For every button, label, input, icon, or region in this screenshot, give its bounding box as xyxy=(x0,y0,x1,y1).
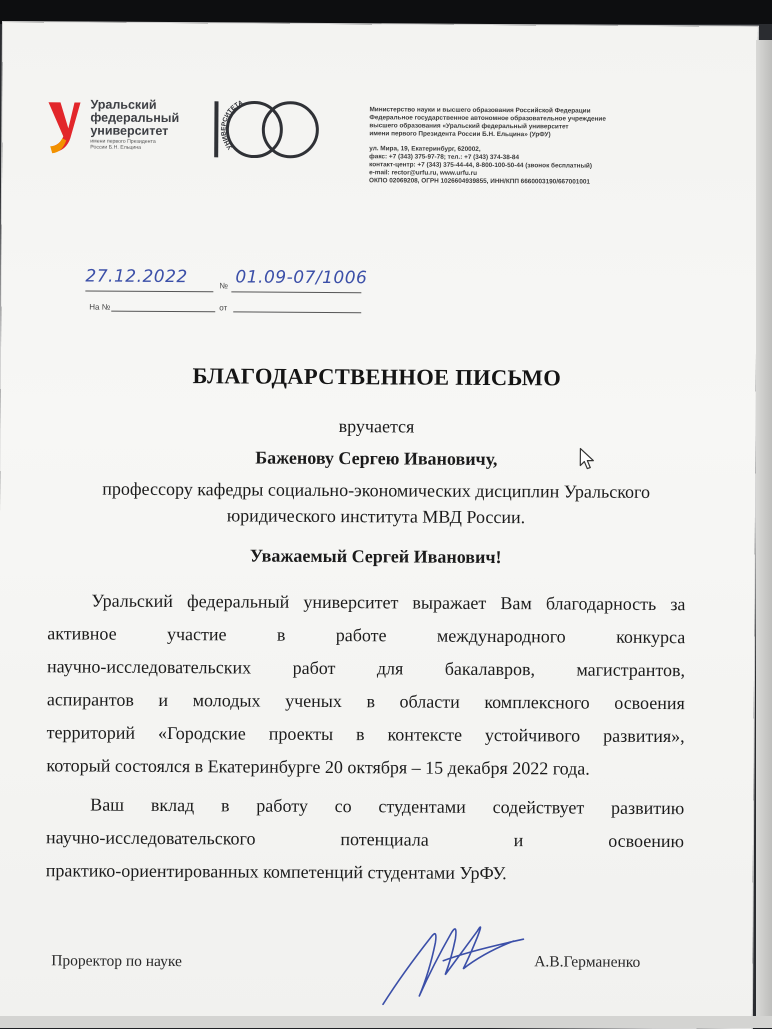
ministry-line: Федеральное государственное автономное образовательное учреждение xyxy=(369,114,606,123)
mouse-cursor-icon xyxy=(578,447,596,471)
date-underline xyxy=(85,291,213,293)
centenary-arc-text: УНИВЕРСИТЕТА xyxy=(220,99,245,151)
letterhead-details xyxy=(369,106,700,194)
contact-line: ул. Мира, 19, Екатеринбург, 620002, xyxy=(369,145,481,153)
page-bottom-edge xyxy=(0,1016,772,1028)
signatory-title: Проректор по науке xyxy=(51,952,183,971)
from-underline xyxy=(233,311,361,313)
centenary-logo-icon xyxy=(210,97,322,164)
number-underline xyxy=(231,291,361,293)
paragraph-line: Ваш вклад в работу со студентами содействует развитию xyxy=(90,794,685,819)
paragraph-line: Уральский федеральный университет выражает Вам благодарность за xyxy=(91,590,686,615)
contact-line: факс: +7 (343) 375-97-78; тел.: +7 (343) 374-38-84 xyxy=(369,153,520,162)
recipient-name: Баженову Сергею Ивановичу, xyxy=(255,447,498,470)
number-label: № xyxy=(219,281,229,291)
handwritten-number: 01.09-07/1006 xyxy=(235,267,368,289)
salutation: Уважаемый Сергей Иванович! xyxy=(249,545,502,568)
logo-sub-line: России Б.Н. Ельцина xyxy=(90,144,142,151)
logo-line: Уральский xyxy=(90,97,157,112)
paragraph-line: практико-ориентированных компетенций студентами УрФУ. xyxy=(45,860,507,884)
ministry-line: высшего образования «Уральский федеральный университет xyxy=(369,122,569,131)
on-number-underline xyxy=(111,311,215,313)
ministry-line: Министерство науки и высшего образования Российской Федерации xyxy=(369,106,591,115)
paragraph-line: аспирантов и молодых ученых в области комплексного освоения xyxy=(46,689,685,714)
awarded-label: вручается xyxy=(338,416,415,437)
recipient-position: юридического института МВД России. xyxy=(226,505,526,528)
university-subtitle xyxy=(90,139,190,152)
paragraph-line: территорий «Городские проекты в контексте устойчивого развития», xyxy=(46,722,685,747)
paragraph-line: активное участие в работе международного конкурса xyxy=(47,623,686,648)
contacts-block xyxy=(369,145,699,187)
ministry-block xyxy=(369,106,699,140)
ministry-line: имени первого Президента России Б.Н. Ельцина» (УрФУ) xyxy=(369,130,551,139)
contact-line: контакт-центр: +7 (343) 375-44-44, 8-800-100-50-44 (звонок бесплатный) xyxy=(369,161,593,170)
reference-block xyxy=(85,267,405,317)
signatory-name: А.В.Германенко xyxy=(534,953,641,971)
on-number-label: На № xyxy=(89,302,111,312)
monitor-bezel-top xyxy=(0,0,772,24)
logo-line: федеральный xyxy=(90,110,180,126)
paragraph-line: научно-исследовательских работ для бакалавров, магистрантов, xyxy=(47,656,686,681)
page-edge-shadow xyxy=(756,40,772,1028)
handwritten-signature xyxy=(373,912,534,1013)
recipient-position: профессору кафедры социально-экономических дисциплин Уральского xyxy=(102,478,651,502)
paragraph-line: который состоялся в Екатеринбурге 20 октября – 15 декабря 2022 года. xyxy=(46,755,590,779)
letter-page xyxy=(0,22,758,1029)
logo-sub-line: имени первого Президента xyxy=(90,138,156,145)
logo-line: университет xyxy=(90,123,169,139)
from-label: от xyxy=(219,303,228,313)
contact-line: e-mail: rector@urfu.ru, www.urfu.ru xyxy=(369,169,478,177)
paragraph-line: научно-исследовательского потенциала и освоению xyxy=(45,827,685,852)
handwritten-date: 27.12.2022 xyxy=(85,266,188,288)
contact-line: ОКПО 02069208, ОГРН 1026604939855, ИНН/КПП 6660003190/667001001 xyxy=(369,177,591,186)
university-name xyxy=(90,99,200,139)
urfu-logo-icon xyxy=(44,98,84,156)
letter-title: БЛАГОДАРСТВЕННОЕ ПИСЬМО xyxy=(192,363,562,391)
